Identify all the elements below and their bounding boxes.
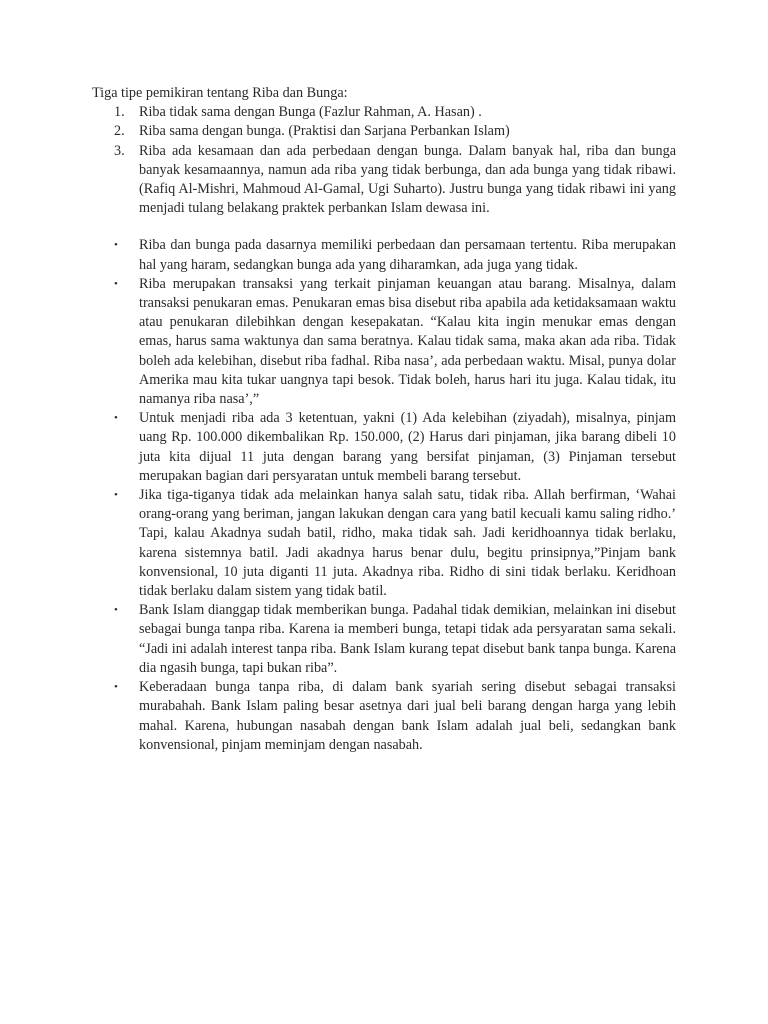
- bullet-icon: •: [114, 239, 118, 252]
- bullet-list: [92, 236, 676, 754]
- item-number: 3.: [114, 142, 125, 159]
- item-text: Riba sama dengan bunga. (Praktisi dan Sarjana Perbankan Islam): [139, 123, 510, 140]
- bullet-text: Bank Islam dianggap tidak memberikan bunga. Padahal tidak demikian, melainkan ini disebut sebagai bunga tanpa riba. Karena ia memberi bunga, tetapi tidak ada persyaratan sama sekali. “Jadi ini adalah interest tanpa riba. Bank Islam kurang tepat disebut bank tanpa bunga. Karena dia ngasih bunga, tapi bukan riba”.: [139, 602, 676, 676]
- bullet-item: [92, 236, 676, 274]
- item-number: 1.: [114, 104, 125, 121]
- bullet-text: Keberadaan bunga tanpa riba, di dalam bank syariah sering disebut sebagai transaksi murabahah. Bank Islam paling besar asetnya dari jual beli barang dengan harga yang lebih mahal. Karena, hubungan nasabah dengan bank Islam adalah jual beli, sedangkan bank konvensional, pinjam meminjam dengan nasabah.: [139, 679, 676, 753]
- item-text: Riba tidak sama dengan Bunga (Fazlur Rahman, A. Hasan) .: [139, 104, 482, 121]
- bullet-icon: •: [114, 489, 118, 502]
- bullet-item: [92, 275, 676, 409]
- bullet-text: Untuk menjadi riba ada 3 ketentuan, yakni (1) Ada kelebihan (ziyadah), misalnya, pinjam uang Rp. 100.000 dikembalikan Rp. 150.000, (2) Harus dari pinjaman, jika barang dibeli 10 juta kita dijual 11 juta dengan barang yang bersifat pinjaman, (3) Pinjaman tersebut merupakan bagian dari persyaratan untuk membeli barang tersebut.: [139, 410, 676, 484]
- numbered-item: [92, 103, 676, 122]
- bullet-text: Riba merupakan transaksi yang terkait pinjaman keuangan atau barang. Misalnya, dalam transaksi penukaran emas. Penukaran emas bisa disebut riba apabila ada ketidaksamaan waktu atau penukaran dilebihkan dengan kesepakatan. “Kalau kita ingin menukar emas dengan emas, harus sama waktunya dan sama beratnya. Kalau tidak sama, maka akan ada riba. Tidak boleh ada kelebihan, disebut riba fadhal. Riba nasa’, ada perbedaan waktu. Misal, punya dolar Amerika mau kita tukar uangnya tapi besok. Tidak boleh, harus hari itu juga. Kalau tidak, itu namanya riba nasa’,”: [139, 275, 676, 408]
- document-heading: Tiga tipe pemikiran tentang Riba dan Bunga:: [92, 85, 348, 101]
- bullet-text: Jika tiga-tiganya tidak ada melainkan hanya salah satu, tidak riba. Allah berfirman, ‘Wahai orang-orang yang beriman, jangan lakukan dengan cara yang batil kecuali kamu saling ridho.’ Tapi, kalau Akadnya sudah batil, ridho, maka tidak sah. Jadi keridhoannya tidak berlaku, karena sistemnya batil. Jadi akadnya harus benar dulu, begitu prinsipnya,”Pinjam bank konvensional, 10 juta diganti 11 juta. Akadnya riba. Ridho di sini tidak berlaku. Keridhoan tidak berlaku dalam sistem yang tidak batil.: [139, 487, 676, 600]
- bullet-text: Riba dan bunga pada dasarnya memiliki perbedaan dan persamaan tertentu. Riba merupakan hal yang haram, sedangkan bunga ada yang diharamkan, ada juga yang tidak.: [139, 237, 676, 273]
- bullet-item: [92, 486, 676, 601]
- bullet-icon: •: [114, 412, 118, 425]
- bullet-icon: •: [114, 604, 118, 617]
- document-page: [92, 84, 676, 755]
- bullet-item: [92, 601, 676, 678]
- numbered-item: [92, 122, 676, 141]
- bullet-icon: •: [114, 681, 118, 694]
- item-text: Riba ada kesamaan dan ada perbedaan dengan bunga. Dalam banyak hal, riba dan bunga banyak kesamaannya, namun ada riba yang tidak berbunga, dan ada bunga yang tidak ribawi. (Rafiq Al-Mishri, Mahmoud Al-Gamal, Ugi Suharto). Justru bunga yang tidak ribawi ini yang menjadi tulang belakang praktek perbankan Islam dewasa ini.: [139, 142, 676, 217]
- bullet-item: [92, 678, 676, 755]
- numbered-item: [92, 142, 676, 219]
- bullet-item: [92, 409, 676, 486]
- numbered-list: [92, 103, 676, 218]
- bullet-icon: •: [114, 277, 118, 290]
- item-number: 2.: [114, 123, 125, 140]
